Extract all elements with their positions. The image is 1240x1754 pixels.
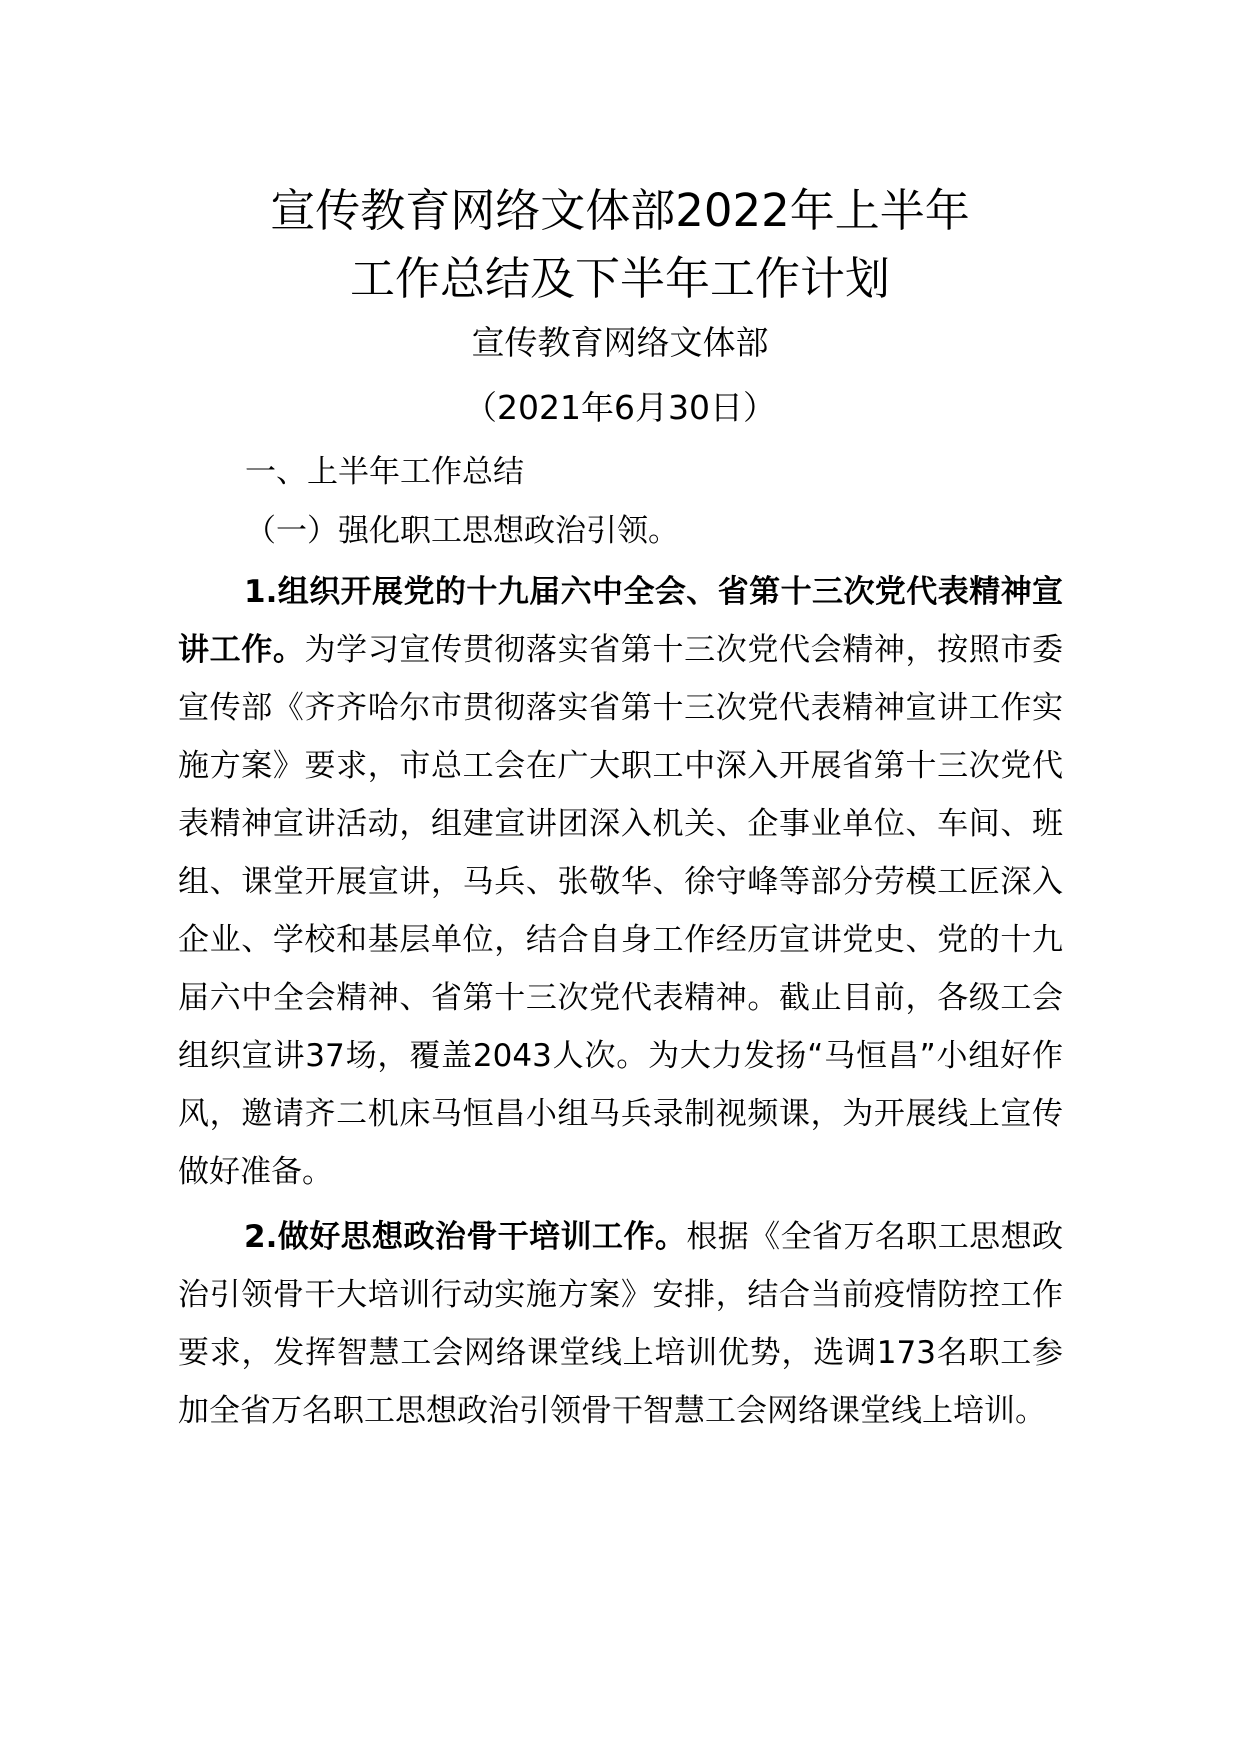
document-title-line-1: 宣传教育网络文体部2022年上半年 — [270, 184, 970, 237]
document-title-line-2: 工作总结及下半年工作计划 — [349, 252, 890, 305]
document-author: 宣传教育网络文体部 — [471, 323, 769, 362]
subsection-heading: （一）强化职工思想政治引领。 — [245, 513, 679, 549]
paragraph-lead: 2.做好思想政治骨干培训工作。 — [244, 1219, 687, 1255]
paragraph-body: 为学习宣传贯彻落实省第十三次党代会精神，按照市委宣传部《齐齐哈尔市贯彻落实省第十三次党代表精神宣讲工作实施方案》要求，市总工会在广大职工中深入开展省第十三次党代表精神宣讲活动，组建宣讲团深入机关、企事业单位、车间、班组、课堂开展宣讲，马兵、张敬华、徐守峰等部分劳模工匠深入企业、学校和基层单位，结合自身工作经历宣讲党史、党的十九届六中全会精神、省第十三次党代表精神。截止目前，各级工会组织宣讲37场，覆盖2043人次。为大力发扬“马恒昌”小组好作风，邀请齐二机床马恒昌小组马兵录制视频课，为开展线上宣传做好准备。 — [178, 632, 1064, 1190]
paragraph-body: 根据《全省万名职工思想政治引领骨干大培训行动实施方案》安排，结合当前疫情防控工作要求，发挥智慧工会网络课堂线上培训优势，选调173名职工参加全省万名职工思想政治引领骨干智慧工会网络课堂线上培训。 — [178, 1219, 1063, 1429]
body-paragraph — [178, 563, 1063, 1201]
document-date: （2021年6月30日） — [464, 388, 776, 427]
section-heading: 一、上半年工作总结 — [245, 454, 524, 490]
paragraph-lead: 1.组织开展党的十九届六中全会、省第十三次党代表精神宣讲工作。 — [178, 574, 1063, 668]
body-paragraph — [178, 1208, 1063, 1440]
